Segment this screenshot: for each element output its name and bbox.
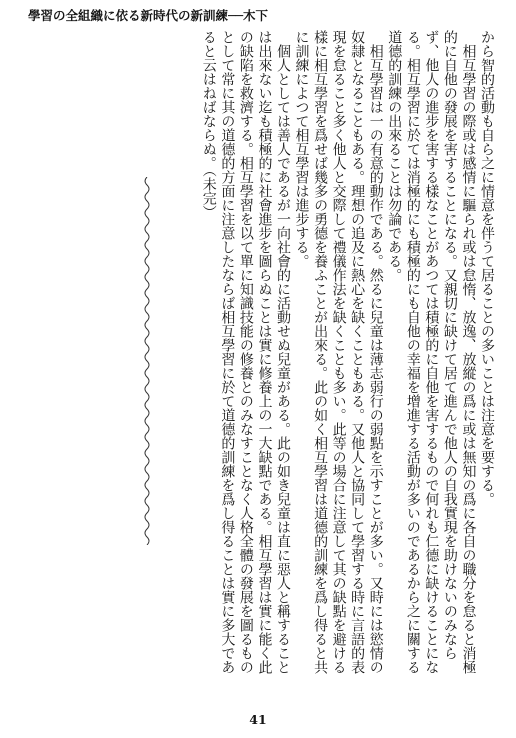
paragraph-4: 個人としては善人であるが一向社會的に活動せぬ兒童がある。此の如き兒童は直に惡人と稱することは出來ない迄も積極的に社會進步を圖らぬことは實に修養上の一大缺點である。相互學習は實に能く此の缺陷を救濟する。相互學習を以て單に知識技能の修養とのみなすことなく人格全體の發展を圖るものとして常に其の道德的方面に注意したならば相互學習に於て道德的訓練を爲し得ることは實に多大であると云はねばならぬ。（未完） [200,30,291,674]
running-header: 學習の全組織に依る新時代の新訓練──木下 [28,8,269,23]
vertical-body-text [170,30,496,682]
wavy-divider-line [140,177,154,545]
paragraph-3: 相互學習は一の有意的動作である。然るに兒童は薄志弱行の弱點を示すことが多い。又時には慾情の奴隷となることもある。理想の追及に熱心を缺くこともある。又他人と協同して學習する時に言語的表現を怠ること多く他人と交際して禮儀作法を缺くことも多い。此等の場合に注意して其の缺點を避ける樣に相互學習を爲せば幾多の勇德を養ふことが出來る。此の如く相互學習は道德的訓練を爲し得ると共に訓練によつて相互學習は進步する。 [293,30,384,674]
paragraph-1: から智的活動も自ら之に情意を伴うて居ることの多いことは注意を要する。 [479,30,495,506]
page-number: 41 [249,712,267,727]
paragraph-2: 相互學習の際或は感情に驅られ或は怠惰、放逸、放縱の爲に或は無知の爲に各自の職分を怠ると消極的に自他の發展を害することになる。又親切に缺けて居て進んで他人の自我實現を助けないのみならず、他人の進步を害する樣なことがあつては積極的に自他を害するもので何れも仁德に缺けることになる。相互學習に於ては消極的にも積極的にも自他の幸福を增進する活動が多いのであるから之に關する道德的訓練の出來ることは勿論である。 [386,30,477,674]
